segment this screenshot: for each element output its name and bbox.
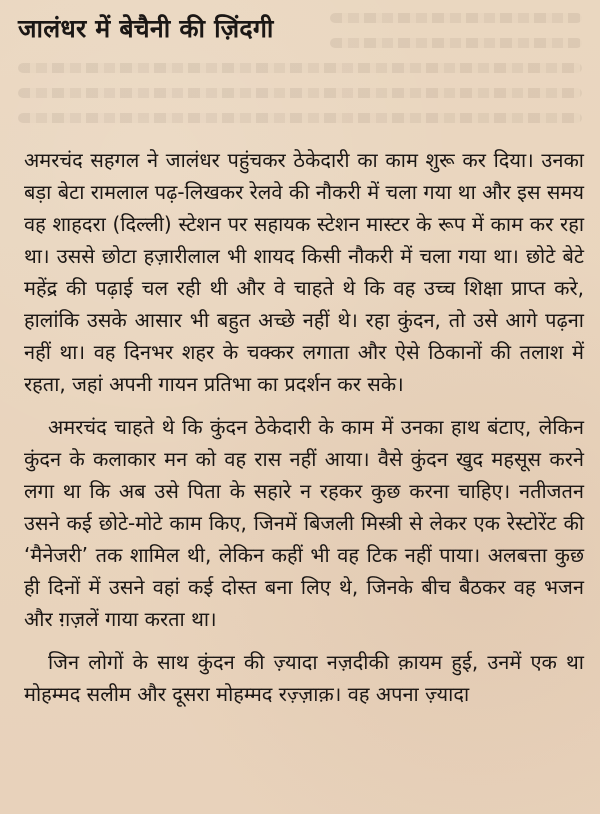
show-through-line bbox=[330, 13, 582, 23]
page-title: जालंधर में बेचैनी की ज़िंदगी bbox=[18, 14, 274, 43]
paragraph-1: अमरचंद सहगल ने जालंधर पहुंचकर ठेकेदारी का काम शुरू कर दिया। उनका बड़ा बेटा रामलाल पढ़-लिखकर रेलवे की नौकरी में चला गया था और इस समय वह शाहदरा (दिल्ली) स्टेशन पर सहायक स्टेशन मास्टर के रूप में काम कर रहा था। उससे छोटा हज़ारीलाल भी शायद किसी नौकरी में चला गया था। छोटे बेटे महेंद्र की पढ़ाई चल रही थी और वे चाहते थे कि वह उच्च शिक्षा प्राप्त करे, हालांकि उसके आसार भी बहुत अच्छे नहीं थे। रहा कुंदन, तो उसे आगे पढ़ना नहीं था। वह दिनभर शहर के चक्कर लगाता और ऐसे ठिकानों की तलाश में रहता, जहां अपनी गायन प्रतिभा का प्रदर्शन कर सके। bbox=[24, 148, 584, 396]
paragraph-2: अमरचंद चाहते थे कि कुंदन ठेकेदारी के काम में उनका हाथ बंटाए, लेकिन कुंदन के कलाकार मन को वह रास नहीं आया। वैसे कुंदन खुद महसूस करने लगा था कि अब उसे पिता के सहारे न रहकर कुछ करना चाहिए। नतीजतन उसने कई छोटे-मोटे काम किए, जिनमें बिजली मिस्त्री से लेकर एक रेस्टोरेंट की ‘मैनेजरी’ तक शामिल थी, लेकिन कहीं भी वह टिक नहीं पाया। अलबत्ता कुछ ही दिनों में उसने वहां कई दोस्त बना लिए थे, जिनके बीच बैठकर वह भजन और ग़ज़लें गाया करता था। bbox=[24, 415, 584, 631]
show-through-line bbox=[18, 63, 582, 73]
show-through-line bbox=[18, 88, 582, 98]
article-body bbox=[24, 144, 584, 710]
paragraph-3: जिन लोगों के साथ कुंदन की ज़्यादा नज़दीकी क़ायम हुई, उनमें एक था मोहम्मद सलीम और दूसरा मोहम्मद रज़्ज़ाक़। वह अपना ज़्यादा bbox=[24, 650, 584, 706]
show-through-line bbox=[330, 38, 582, 48]
show-through-line bbox=[18, 113, 582, 123]
